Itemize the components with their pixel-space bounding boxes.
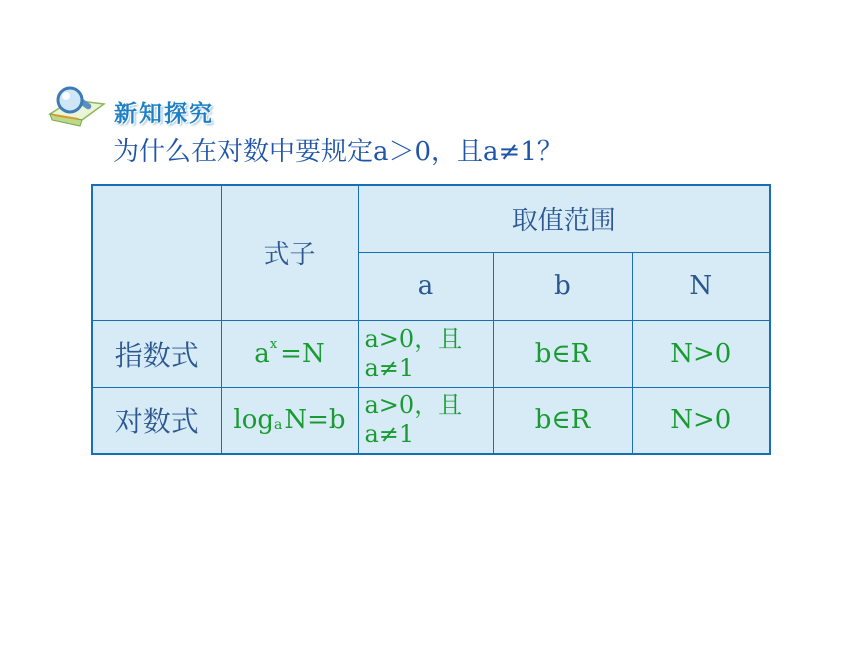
row-label-logarithmic: 对数式 xyxy=(92,387,221,454)
row-label-exponential: 指数式 xyxy=(92,320,221,387)
question-text: 为什么在对数中要规定a＞0，且a≠1？ xyxy=(113,137,563,167)
logarithmic-n-range: N>0 xyxy=(632,387,770,454)
table-row xyxy=(92,387,770,454)
column-header-b: b xyxy=(493,252,632,320)
corner-cell xyxy=(92,185,221,320)
section-title: 新知探究 xyxy=(114,100,214,127)
exponential-a-range: a>0，且 a≠1 xyxy=(358,320,493,387)
exponential-b-range: b∈R xyxy=(493,320,632,387)
logarithmic-a-range: a>0，且 a≠1 xyxy=(358,387,493,454)
formula-header: 式子 xyxy=(221,185,358,320)
range-table xyxy=(91,184,771,455)
column-header-n: N xyxy=(632,252,770,320)
logarithmic-b-range: b∈R xyxy=(493,387,632,454)
exponential-n-range: N>0 xyxy=(632,320,770,387)
column-header-a: a xyxy=(358,252,493,320)
range-header: 取值范围 xyxy=(358,185,770,252)
magnifier-icon xyxy=(46,84,108,134)
exponential-formula: $a^x =N$ xyxy=(221,320,358,387)
logarithmic-formula: $\log_aN=b$ xyxy=(221,387,358,454)
table-row xyxy=(92,320,770,387)
section-header xyxy=(46,84,214,134)
